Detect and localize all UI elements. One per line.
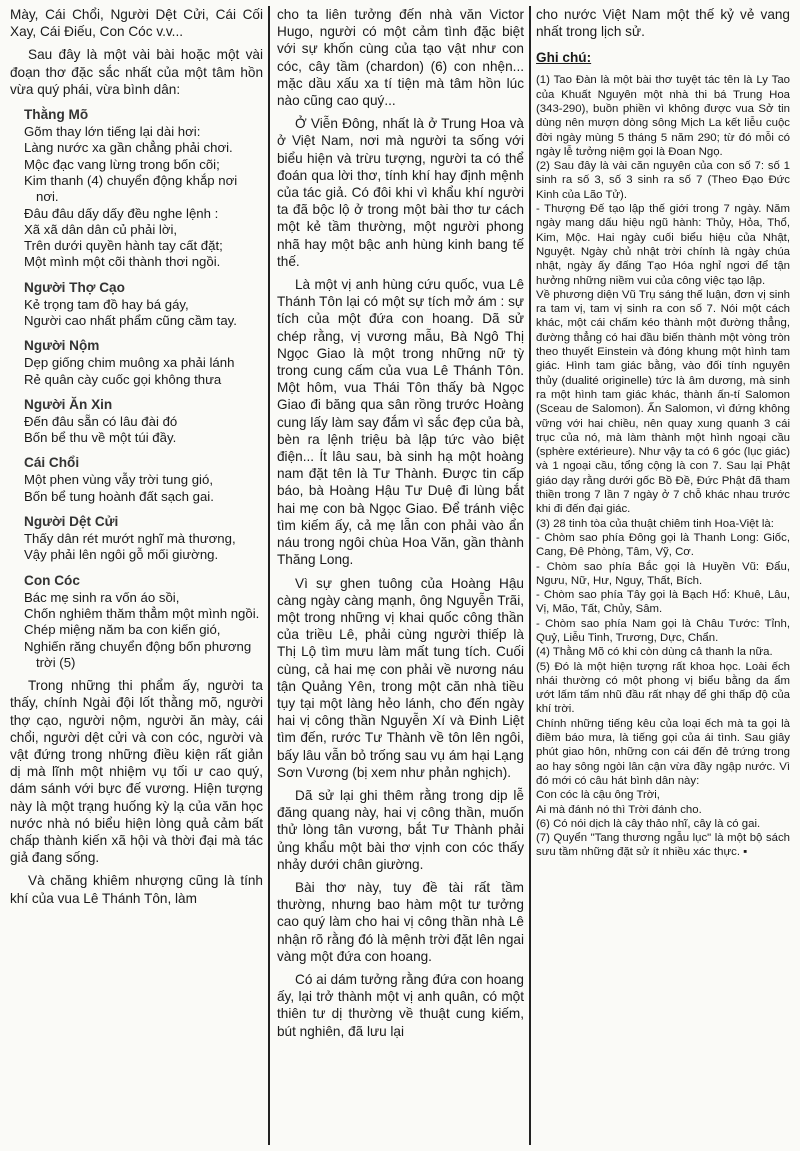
- intro-text: Mày, Cái Chổi, Người Dệt Cửi, Cái Cối Xay, Cái Điếu, Con Cóc v.v...: [10, 7, 263, 40]
- poem-line: Kim thanh (4) chuyển động khắp nơi nơi.: [24, 172, 238, 205]
- poem-line: Dẹp giống chim muông xa phải lánh: [24, 355, 235, 371]
- poem-line: Người cao nhất phẩm cũng cầm tay.: [24, 312, 237, 328]
- footnote: (2) Sau đây là vài căn nguyên của con số 7: số 1 sinh ra số 3, số 3 sinh ra số 7 (Theo Đạo Đức Kinh của Lão Tử).: [536, 160, 790, 201]
- column-divider: [268, 6, 270, 1145]
- body-paragraph: Là một vị anh hùng cứu quốc, vua Lê Thánh Tôn lại có một sự tích mở ám : sự tích của một đứa con hoang. Dã sử chép rằng, vị vương mẫu, Bà Ngô Thị Ngọc Giao là một trong những nữ tỳ trong cung cấm của vua Lê Thánh Tôn. Một hôm, vua Thái Tôn thấy bà Ngọc Giao đi băng qua sân rồng trước Hoàng cung lấy làm say đắm vì sắc đẹp của bà, bèn ra lệnh triệu bà lập tức vào biệt điện... Ít lâu sau, bà sinh hạ một hoàng nam đặt tên là Tư Thành. Được tin cấp báo, bà Hoàng Hậu Tư Duệ đi lùng bắt hai mẹ con bà Ngọc Giao. Để tránh việc tìm kiếm ấy, cả mẹ lẫn con phải vào ẩn náu trong ngôi chùa Hoa Văn, gần thành Thăng Long.: [277, 277, 524, 568]
- footnote: - Thượng Đế tạo lập thế giới trong 7 ngày. Năm ngày mang dấu hiệu ngũ hành: Thủy, Hỏa, Thổ, Kim, Mộc. Hai ngày cuối biểu hiệu của Nhật, Nguyệt. Ngày chủ nhật trời chính là ngày chúa nhật, ngày ấy đấng Tạo Hóa nghỉ ngơi để tận hưởng những niềm vui của công việc tạo lập.: [536, 203, 790, 287]
- poem-title: Người Dệt Cửi: [24, 514, 119, 530]
- body-paragraph: Và chăng khiêm nhượng cũng là tính khí của vua Lê Thánh Tôn, làm: [10, 873, 263, 906]
- poem-line: Chép miệng năm ba con kiến gió,: [24, 622, 221, 638]
- poem-line: Chốn nghiêm thăm thẳm một mình ngồi.: [24, 605, 260, 621]
- footnote: Về phương diện Vũ Trụ sáng thế luận, đơn vị sinh ra tam vị, tam vị sinh ra con số 7. Nói một cách khác, một cái chấm kéo thành một đường thẳng, đường thẳng có hai đầu biến thành một vòng tròn theo thuyết Einstein và đóng khung một hình tam giác. Hình tam giác bằng, vào đối tính nguyên thủy (dualité originelle) tức là âm dương, mà sinh ra một hình tam giác khác, thành ấn-tí Salomon (Sceau de Salomon). Ấn Salomon, vì đứng không vững với hai chiều, nên quay xung quanh 3 cái trục của nó, mà làm thành một hình ngoại cầu (sphère extérieure). Như vậy ta có 6 góc (lục giác) và 1 ngoại cầu, tổng cộng là con 7. Sau lại Phật giáo dạy rằng dưới gốc Bồ Đề, Đức Phật đã tham thiền trong 7 lần 7 ngày ở 7 chỗ khác nhau trước khi đi đến đại giác.: [536, 288, 790, 516]
- poem-line: Gõm thay lớn tiếng lại dài hơi:: [24, 124, 201, 140]
- poem-line: Đến đâu sẵn có lâu đài đó: [24, 413, 178, 429]
- footnote: (3) 28 tinh tòa của thuật chiêm tinh Hoa-Việt là:: [536, 517, 774, 530]
- body-paragraph: cho nước Việt Nam một thế kỷ vẻ vang nhất trong lịch sử.: [536, 7, 790, 40]
- footnote: (6) Có nói dịch là cây thảo nhĩ, cây là có gai.: [536, 817, 761, 830]
- poem-line: Một phen vùng vẫy trời tung gió,: [24, 472, 213, 488]
- notes-heading: Ghi chú:: [536, 50, 592, 66]
- column-2: [277, 6, 524, 1145]
- poem-line: Vậy phải lên ngôi gỗ mối giường.: [24, 547, 219, 563]
- body-paragraph: cho ta liên tưởng đến nhà văn Victor Hugo, người có một cảm tình đặc biệt với sự khốn cùng của tạo vật như con cóc, cây tầm (chardon) (6) con nhện... mặc dầu xấu xa tí tiện mà tâm hồn lúc nào cũng cao quý...: [277, 7, 524, 109]
- poem-con-coc: [10, 572, 263, 671]
- poem-line: Trên dưới quyền hành tay cất đặt;: [24, 238, 223, 254]
- body-paragraph: Vì sự ghen tuông của Hoàng Hậu càng ngày càng mạnh, ông Nguyễn Trãi, một trong những vị khai quốc công thần của triều Lê, phải cùng người thiếp là Thị Lộ tìm mưu làm mất tung tích. Cuối cùng, cả hai mẹ con phải về nương náu tận Quảng Yên, trong một căn nhà tiều tụy tại một làng hẻo lánh, cho đến ngày hai vị công thần Nguyễn Xí và Đinh Liệt tìm đến, rước Tư Thành về tôn lên ngôi, bấy lâu vẫn bỏ trống sau vụ ám hại Lạng Sơn Vương (bị xem như phản nghịch).: [277, 575, 524, 780]
- body-paragraph: Bài thơ này, tuy đề tài rất tầm thường, nhưng bao hàm một tư tưởng cao quý làm cho hai vị công thần nhà Lê nhận rõ rằng đó là mệnh trời đặt lên ngai vàng một đứa con hoang.: [277, 879, 524, 964]
- poem-line: Làng nước xa gần chẳng phải chơi.: [24, 140, 233, 156]
- body-paragraph: Có ai dám tưởng rằng đứa con hoang ấy, lại trở thành một vị anh quân, có một thiên tư dị thường về thuật cung kiếm, bút nghiên, đã lưu lại: [277, 971, 524, 1039]
- poem-line: Bác mẹ sinh ra vốn áo sồi,: [24, 589, 180, 605]
- poem-line: Rẻ quân cày cuốc gọi không thưa: [24, 371, 222, 387]
- footnote: Chính những tiếng kêu của loại ếch mà ta gọi là điềm báo mưa, là tiếng gọi của ái tình. Sau giây phút giao hôn, những con cái đến đẻ trứng trong ao hay sông ngòi lân cận vừa đầy ngập nước. Vì đó mới có câu hát bình dân này:: [536, 717, 790, 787]
- poem-title: Người Ăn Xin: [24, 396, 113, 412]
- column-divider: [529, 6, 531, 1145]
- poem-line: Nghiến răng chuyển động bốn phương trời (5): [24, 638, 252, 670]
- column-1: [10, 6, 263, 1145]
- body-paragraph: Ở Viễn Đông, nhất là ở Trung Hoa và ở Việt Nam, nơi mà người ta sống với biểu hiện và trừu tượng, người ta có thể đoán qua lời thơ, tính khí hay định mệnh của tác giả. Có đôi khi vì khẩu khí người ta đã bộc lộ ở trong một bài thơ tư cách một kẻ tầm thường, một người phong nhã hay một bậc anh hùng kinh bang tế thế.: [277, 116, 524, 269]
- poem-line: Mộc đạc vang lừng trong bốn cõi;: [24, 156, 220, 172]
- body-paragraph: Trong những thi phẩm ấy, người ta thấy, chính Ngài đội lốt thằng mõ, người thợ cạo, người nộm, người ăn mày, cái chổi, người dệt cửi và con cóc, người và vật đứng trong những điều kiện rất giản dị mà lĩnh một nhiệm vụ tối ư cao quý, dám sánh với bực đế vương. Hiện tượng này là một trạng huống kỳ lạ của văn học nước nhà nó biểu hiện lòng quả cảm bất chấp thành kiến xã hội và thời đại mà tác giả đang sống.: [10, 678, 263, 866]
- footnote: - Chòm sao phía Tây gọi là Bạch Hổ: Khuê, Lâu, Vị, Mão, Tất, Chủy, Sâm.: [536, 589, 790, 616]
- lead-paragraph: Sau đây là một vài bài hoặc một vài đoạn thơ đặc sắc nhất của một tâm hồn vừa quý phái, vừa bình dân:: [10, 47, 263, 97]
- folk-verse-line: Con cóc là cậu ông Trời,: [536, 789, 660, 802]
- poem-line: Thấy dân rét mướt nghĩ mà thương,: [24, 531, 236, 547]
- poem-line: Kẻ trọng tam đồ hay bá gáy,: [24, 296, 189, 312]
- footnote: (5) Đó là một hiện tượng rất khoa học. Loài ếch nhái thường có một phong vị biểu bằng da ẩm ướt lấm tấm nhũ đầu rất nhạy để ghi thấp độ của khí trời.: [536, 660, 790, 716]
- poem-cai-choi: [10, 454, 263, 505]
- poem-title: Thằng Mõ: [24, 107, 89, 123]
- poem-nguoi-nom: [10, 337, 263, 388]
- poem-line: Xã xã dân dân củ phải lời,: [24, 221, 178, 237]
- footnote: - Chòm sao phía Nam gọi là Châu Tước: Tỉnh, Quỷ, Liễu Tinh, Trương, Dực, Chẩn.: [536, 617, 790, 644]
- footnote: (7) Quyển "Tang thương ngẫu lục" là một bộ sách sưu tầm những đặt sử ít nhiều xác thực. ▪: [536, 832, 790, 859]
- poem-title: Người Thợ Cạo: [24, 279, 125, 295]
- footnote: (4) Thằng Mõ có khi còn dùng cả thanh la nữa.: [536, 646, 773, 659]
- footnote: - Chòm sao phía Bắc gọi là Huyền Vũ: Đẩu, Ngưu, Nữ, Hư, Nguy, Thất, Bích.: [536, 560, 790, 587]
- column-3: [536, 6, 790, 1145]
- footnote: - Chòm sao phía Đông gọi là Thanh Long: Giốc, Cang, Đê Phòng, Tâm, Vỹ, Cơ.: [536, 531, 790, 559]
- poem-line: Bốn bể thu về một túi đầy.: [24, 430, 177, 446]
- poem-title: Con Cóc: [24, 572, 80, 588]
- poem-nguoi-tho-cao: [10, 279, 263, 330]
- body-paragraph: Dã sử lại ghi thêm rằng trong dịp lễ đăng quang này, hai vị công thần, muốn thử lòng tân vương, bắt Tư Thành phải ủng khẩu một bài thơ vịnh con cóc thấy nhảy dưới chân giường.: [277, 787, 524, 872]
- poem-thang-mo: [10, 106, 263, 271]
- poem-title: Người Nộm: [24, 338, 100, 354]
- poem-nguoi-det-cui: [10, 513, 263, 564]
- poem-line: Một mình một cõi thành thơi ngồi.: [24, 254, 221, 270]
- poem-line: Bốn bể tung hoành đất sạch gai.: [24, 488, 214, 504]
- poem-title: Cái Chổi: [24, 455, 80, 471]
- poem-line: Đâu đâu dấy dấy đều nghe lệnh :: [24, 205, 219, 221]
- folk-verse-line: Ai mà đánh nó thì Trời đánh cho.: [536, 803, 702, 816]
- footnote: (1) Tao Đàn là một bài thơ tuyệt tác tên là Ly Tao của Khuất Nguyên một nhà thi bá Trung Hoa (343-290), buồn phiền vì không được vua Sở tin dùng nên mượn dòng sông Mịch La kết liễu cuộc đời ngày mùng 5 tháng 5 năm 290; từ đó mỗi có ngày lễ tưởng niệm gọi là Đoan Ngọ.: [536, 74, 790, 158]
- poem-nguoi-an-xin: [10, 396, 263, 447]
